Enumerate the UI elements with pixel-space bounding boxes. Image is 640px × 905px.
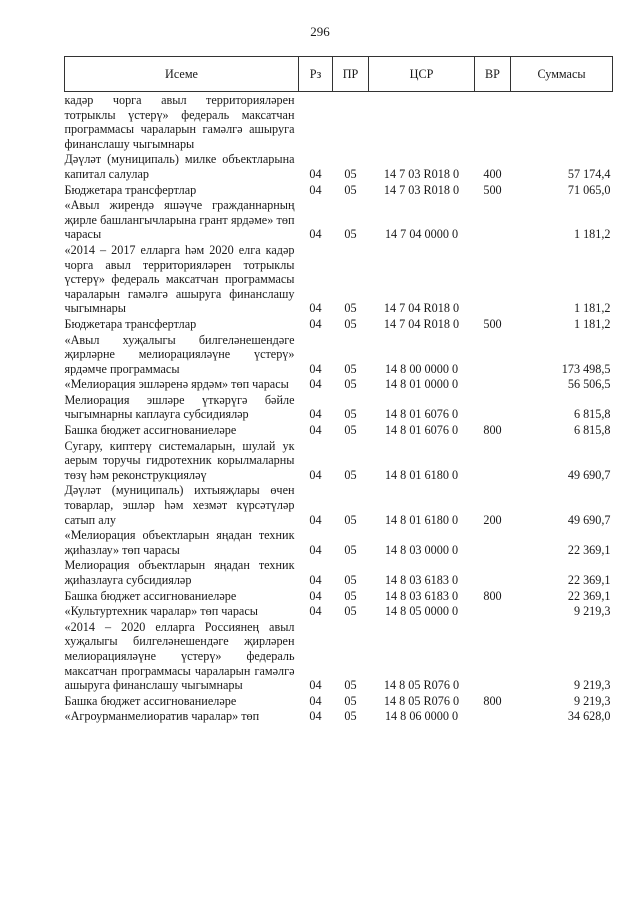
cell-pr: 05 bbox=[344, 512, 357, 527]
cell-name: Сугару, киптерү системаларын, шулай ук аерым торучы гидротехник корылмаларны төзү һәм реконструкцияләү bbox=[64, 438, 295, 482]
cell-sum: 22 369,1 bbox=[567, 573, 611, 587]
cell-name: «2014 – 2020 елларга Россиянең авыл хуҗалыгы билгеләнешендәге җирләрен мелиорацияләүне үстерү» федераль максатчан программасы чараларын гамәлгә ашыруга финанслашу чыгымнары bbox=[64, 619, 295, 693]
cell-name: «Мелиорация объектларын яңадан техник җиһазлау» төп чарасы bbox=[64, 528, 295, 557]
cell-vr: 500 bbox=[483, 182, 502, 197]
table-row bbox=[65, 242, 613, 316]
cell-sum: 57 174,4 bbox=[567, 166, 611, 181]
cell-rz: 04 bbox=[309, 316, 322, 331]
cell-name: Дәүләт (муниципаль) ихтыяҗлары өчен товарлар, эшләр һәм хезмәт күрсәтүләр сатып алу bbox=[64, 483, 295, 527]
cell-csr: 14 8 03 6183 0 bbox=[384, 588, 459, 603]
cell-csr: 14 8 05 R076 0 bbox=[383, 678, 460, 693]
cell-vr: 500 bbox=[483, 316, 502, 331]
header-sum: Суммасы bbox=[511, 57, 613, 92]
table-row bbox=[65, 392, 613, 422]
cell-name: «Мелиорация эшләренә ярдәм» төп чарасы bbox=[64, 377, 289, 392]
cell-sum: 9 219,3 bbox=[573, 678, 611, 693]
table-row bbox=[65, 693, 613, 709]
table-row bbox=[65, 316, 613, 332]
cell-sum: 6 815,8 bbox=[573, 423, 611, 438]
cell-sum: 56 506,5 bbox=[567, 377, 611, 392]
cell-pr bbox=[333, 92, 369, 152]
cell-vr: 800 bbox=[483, 693, 502, 708]
cell-pr: 05 bbox=[344, 361, 357, 376]
cell-pr: 05 bbox=[344, 227, 357, 242]
table-header bbox=[65, 57, 613, 92]
cell-sum: 1 181,2 bbox=[573, 316, 611, 331]
cell-rz: 04 bbox=[309, 166, 322, 181]
cell-pr: 05 bbox=[344, 377, 357, 392]
cell-vr bbox=[475, 603, 511, 619]
cell-vr bbox=[475, 619, 511, 693]
cell-csr bbox=[369, 92, 475, 152]
cell-pr: 05 bbox=[344, 709, 357, 724]
cell-rz: 04 bbox=[309, 301, 322, 316]
cell-vr bbox=[475, 438, 511, 483]
cell-rz: 04 bbox=[309, 573, 322, 587]
cell-vr bbox=[475, 242, 511, 316]
cell-csr: 14 7 04 0000 0 bbox=[384, 227, 459, 242]
cell-sum: 1 181,2 bbox=[573, 301, 611, 316]
cell-csr: 14 7 04 R018 0 bbox=[383, 316, 460, 331]
cell-name: Дәүләт (муниципаль) милке объектларына капитал салулар bbox=[64, 152, 295, 181]
cell-csr: 14 8 05 R076 0 bbox=[383, 693, 460, 708]
cell-name: «2014 – 2017 елларга һәм 2020 елга кадәр чорга авыл территорияләрен тотрыклы үстерү» федераль максатчан программасы чараларын гамәлгә ашыруга финанслашу чыгымнары bbox=[64, 242, 295, 316]
cell-pr: 05 bbox=[344, 182, 357, 197]
cell-sum: 173 498,5 bbox=[561, 361, 611, 376]
cell-name: «Авыл хуҗалыгы билгеләнешендәге җирләрне мелиорацияләүне үстерү» ярдәмче программасы bbox=[64, 332, 295, 376]
table-row bbox=[65, 482, 613, 527]
cell-name: Башка бюджет ассигнованиеләре bbox=[64, 423, 237, 438]
cell-rz: 04 bbox=[309, 512, 322, 527]
cell-sum: 34 628,0 bbox=[567, 709, 611, 724]
cell-rz: 04 bbox=[309, 407, 322, 422]
cell-csr: 14 8 01 6180 0 bbox=[384, 467, 459, 482]
cell-vr: 200 bbox=[483, 512, 502, 527]
cell-sum: 9 219,3 bbox=[573, 604, 611, 619]
table-row bbox=[65, 438, 613, 483]
cell-vr bbox=[475, 708, 511, 724]
cell-sum: 6 815,8 bbox=[573, 407, 611, 422]
cell-csr: 14 8 05 0000 0 bbox=[384, 604, 459, 619]
cell-csr: 14 8 01 0000 0 bbox=[384, 377, 459, 392]
cell-sum: 49 690,7 bbox=[567, 512, 611, 527]
cell-pr: 05 bbox=[344, 316, 357, 331]
cell-vr bbox=[475, 332, 511, 377]
table-row bbox=[65, 376, 613, 392]
cell-csr: 14 8 03 0000 0 bbox=[384, 542, 459, 557]
cell-sum bbox=[511, 92, 613, 152]
table-row bbox=[65, 197, 613, 242]
budget-table bbox=[64, 56, 613, 724]
table-row bbox=[65, 92, 613, 152]
header-name: Исеме bbox=[65, 57, 299, 92]
cell-csr: 14 8 06 0000 0 bbox=[384, 709, 459, 724]
cell-sum: 9 219,3 bbox=[573, 693, 611, 708]
cell-pr: 05 bbox=[344, 693, 357, 708]
cell-csr: 14 8 01 6076 0 bbox=[384, 423, 459, 438]
cell-rz: 04 bbox=[309, 678, 322, 693]
cell-vr bbox=[475, 557, 511, 587]
cell-pr: 05 bbox=[344, 166, 357, 181]
cell-rz: 04 bbox=[309, 542, 322, 557]
cell-vr bbox=[475, 527, 511, 557]
table-row bbox=[65, 588, 613, 604]
cell-rz: 04 bbox=[309, 604, 322, 619]
cell-pr: 05 bbox=[344, 604, 357, 619]
cell-rz: 04 bbox=[309, 709, 322, 724]
cell-pr: 05 bbox=[344, 407, 357, 422]
cell-rz: 04 bbox=[309, 588, 322, 603]
table-body bbox=[65, 92, 613, 724]
cell-name: Башка бюджет ассигнованиеләре bbox=[64, 693, 237, 708]
cell-name: «Авыл жирендә яшәүче гражданнарның җирле башлангычларына грант ярдәме» төп чарасы bbox=[64, 198, 295, 242]
cell-csr: 14 8 01 6076 0 bbox=[384, 407, 459, 422]
cell-rz: 04 bbox=[309, 693, 322, 708]
cell-vr bbox=[475, 197, 511, 242]
cell-rz: 04 bbox=[309, 467, 322, 482]
cell-name: кадәр чорга авыл территорияләрен тотрыклы үстерү» федераль максатчан программасы чараларын гамәлгә ашыруга финанслашу чыгымнары bbox=[64, 93, 295, 151]
cell-csr: 14 8 00 0000 0 bbox=[384, 361, 459, 376]
table-row bbox=[65, 619, 613, 693]
cell-vr: 800 bbox=[483, 423, 502, 438]
cell-sum: 1 181,2 bbox=[573, 227, 611, 242]
table-row bbox=[65, 151, 613, 181]
header-pr: ПР bbox=[333, 57, 369, 92]
table-row bbox=[65, 603, 613, 619]
cell-pr: 05 bbox=[344, 573, 357, 587]
table-row bbox=[65, 422, 613, 438]
cell-pr: 05 bbox=[344, 542, 357, 557]
cell-csr: 14 7 03 R018 0 bbox=[383, 182, 460, 197]
table-row bbox=[65, 557, 613, 587]
cell-name: Бюджетара трансфертлар bbox=[64, 182, 197, 197]
cell-csr: 14 8 03 6183 0 bbox=[384, 573, 459, 587]
cell-pr: 05 bbox=[344, 423, 357, 438]
cell-vr: 400 bbox=[483, 166, 502, 181]
cell-rz: 04 bbox=[309, 227, 322, 242]
table-row bbox=[65, 332, 613, 377]
page-number: 296 bbox=[310, 24, 330, 39]
cell-pr: 05 bbox=[344, 301, 357, 316]
cell-vr bbox=[475, 92, 511, 152]
cell-rz: 04 bbox=[309, 423, 322, 438]
cell-vr: 800 bbox=[483, 588, 502, 603]
cell-name: Башка бюджет ассигнованиеләре bbox=[64, 588, 237, 603]
cell-name: «Культуртехник чаралар» төп чарасы bbox=[64, 604, 258, 619]
cell-name: «Агроурманмелиоратив чаралар» төп bbox=[64, 709, 260, 724]
cell-rz: 04 bbox=[309, 361, 322, 376]
cell-csr: 14 7 03 R018 0 bbox=[383, 166, 460, 181]
cell-vr bbox=[475, 376, 511, 392]
cell-rz: 04 bbox=[309, 377, 322, 392]
cell-csr: 14 7 04 R018 0 bbox=[383, 301, 460, 316]
cell-name: Мелиорация эшләре үткәрүгә бәйле чыгымнарны каплауга субсидияләр bbox=[64, 392, 295, 422]
header-rz: Рз bbox=[299, 57, 333, 92]
table-row bbox=[65, 527, 613, 557]
cell-pr: 05 bbox=[344, 467, 357, 482]
cell-sum: 22 369,1 bbox=[567, 588, 611, 603]
cell-pr: 05 bbox=[344, 588, 357, 603]
cell-sum: 71 065,0 bbox=[567, 182, 611, 197]
header-vr: ВР bbox=[475, 57, 511, 92]
cell-csr: 14 8 01 6180 0 bbox=[384, 512, 459, 527]
cell-rz bbox=[299, 92, 333, 152]
cell-sum: 49 690,7 bbox=[567, 467, 611, 482]
cell-name: Мелиорация объектларын яңадан техник җиһазлауга субсидияләр bbox=[64, 558, 295, 587]
cell-sum: 22 369,1 bbox=[567, 542, 611, 557]
cell-name: Бюджетара трансфертлар bbox=[64, 316, 197, 331]
header-csr: ЦСР bbox=[369, 57, 475, 92]
cell-vr bbox=[475, 392, 511, 422]
table-row bbox=[65, 708, 613, 724]
table-row bbox=[65, 182, 613, 198]
cell-rz: 04 bbox=[309, 182, 322, 197]
cell-pr: 05 bbox=[344, 678, 357, 693]
